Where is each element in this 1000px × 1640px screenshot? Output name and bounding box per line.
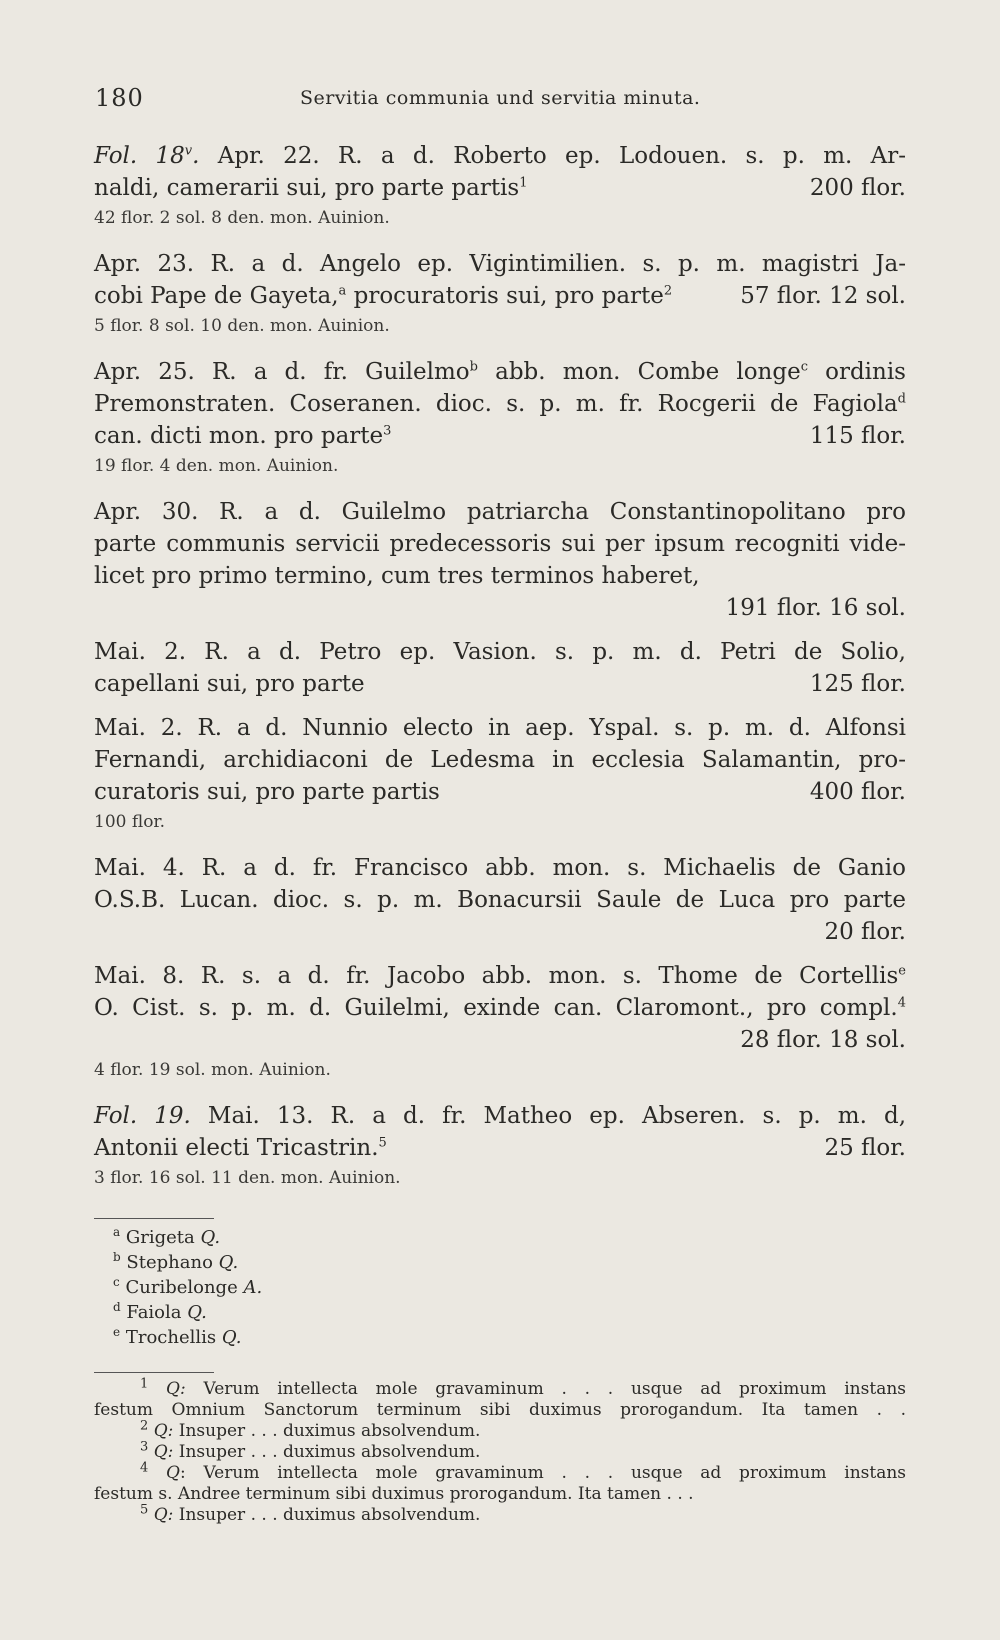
divider — [94, 1372, 214, 1373]
footnotes — [94, 1376, 907, 1526]
amount: 200 flor. — [809, 175, 906, 201]
text-line: Mai. 4. R. a d. fr. Francisco abb. mon. s. Michaelis de Ganio — [94, 855, 906, 881]
text-line: can. dicti mon. pro parte$^3$ 115 flor. — [94, 420, 906, 452]
payment-note: 100 flor. — [94, 812, 166, 832]
text-line: Apr. 23. R. a d. Angelo ep. Vigintimilien. s. p. m. magistri Ja- — [94, 251, 906, 277]
amount: 115 flor. — [809, 423, 906, 449]
page-number: 180 — [95, 84, 144, 112]
footnote-ref: 4 — [897, 995, 906, 1011]
amount: 28 flor. 18 sol. — [740, 1027, 906, 1053]
entry-mai-4 — [94, 852, 906, 948]
variant-item: $^a$ Grigeta Q. — [113, 1225, 221, 1248]
variant-ref: c — [800, 359, 808, 375]
text-line: licet pro primo termino, cum tres terminos haberet, — [94, 563, 700, 589]
variant-item: $^d$ Faiola Q. — [113, 1300, 207, 1323]
variant-apparatus — [113, 1225, 906, 1350]
amount: 125 flor. — [809, 671, 906, 697]
text-line: Mai. 2. R. a d. Nunnio electo in aep. Yspal. s. p. m. d. Alfonsi — [94, 715, 906, 741]
divider — [94, 1218, 214, 1219]
text-line: parte communis servicii predecessoris sui per ipsum recogniti vide- — [94, 531, 906, 557]
footnote-ref: 3 — [383, 423, 392, 439]
text-line: curatoris sui, pro parte partis 400 flor. — [94, 776, 906, 808]
footnote-5: $^5$ Q: Insuper . . . duximus absolvendum. — [140, 1502, 481, 1525]
text-line: Fol. 19. Mai. 13. R. a d. fr. Matheo ep. Abseren. s. p. m. d, — [94, 1103, 907, 1129]
entry-mai-2-a — [94, 636, 906, 700]
running-header — [95, 84, 905, 118]
footnote-ref: 2 — [663, 283, 673, 299]
variant-item: $^b$ Stephano Q. — [113, 1250, 239, 1273]
text-line: O.S.B. Lucan. dioc. s. p. m. Bonacursii Saule de Luca pro parte — [94, 887, 906, 913]
footnote-1: $^1$ Q: Verum intellecta mole gravaminum . . . usque ad proximum instans — [140, 1376, 906, 1399]
variant-ref: b — [469, 359, 478, 375]
amount: 25 flor. — [824, 1135, 906, 1161]
entry-apr-30 — [94, 496, 906, 624]
text-line: Apr. 30. R. a d. Guilelmo patriarcha Constantinopolitano pro — [94, 499, 906, 525]
entry-apr-23 — [94, 248, 906, 344]
text-line: Premonstraten. Coseranen. dioc. s. p. m. fr. Rocgerii de Fagiola$^d$ — [94, 391, 906, 417]
variant-item: $^e$ Trochellis Q. — [113, 1325, 242, 1348]
text-line: capellani sui, pro parte 125 flor. — [94, 668, 906, 700]
text-line: Apr. 25. R. a d. fr. Guilelmo$^b$ abb. mon. Combe longe$^c$ ordinis — [94, 359, 906, 385]
payment-note: 4 flor. 19 sol. mon. Auinion. — [94, 1060, 331, 1080]
footnote-ref: 5 — [378, 1135, 387, 1151]
variant-ref: a — [338, 283, 347, 299]
footnote-3: $^3$ Q: Insuper . . . duximus absolvendum. — [140, 1439, 481, 1462]
text-line: naldi, camerarii sui, pro parte partis$^1$ 200 flor. — [94, 172, 906, 204]
variant-ref: e — [898, 963, 906, 979]
main-text — [94, 140, 906, 1526]
entry-apr-25 — [94, 356, 906, 484]
entry-mai-8 — [94, 960, 906, 1088]
variant-item: $^c$ Curibelonge A. — [113, 1275, 263, 1298]
entry-mai-2-b — [94, 712, 906, 840]
variant-ref: d — [897, 391, 906, 407]
amount: 191 flor. 16 sol. — [725, 595, 906, 621]
payment-note: 42 flor. 2 sol. 8 den. mon. Auinion. — [94, 208, 390, 228]
footnote-2: $^2$ Q: Insuper . . . duximus absolvendum. — [140, 1418, 481, 1441]
text-line: cobi Pape de Gayeta,$^a$ procuratoris sui, pro parte$^2$ 57 flor. 12 sol. — [94, 280, 906, 312]
entry-apr-22 — [94, 140, 906, 236]
text-line: Antonii electi Tricastrin.$^5$ 25 flor. — [94, 1132, 906, 1164]
payment-note: 5 flor. 8 sol. 10 den. mon. Auinion. — [94, 316, 390, 336]
text-line: Fol. 18$^v$. Apr. 22. R. a d. Roberto ep. Lodouen. s. p. m. Ar- — [94, 143, 906, 169]
payment-note: 3 flor. 16 sol. 11 den. mon. Auinion. — [94, 1168, 401, 1188]
payment-note: 19 flor. 4 den. mon. Auinion. — [94, 456, 339, 476]
footnote-4: $^4$ Q: Verum intellecta mole gravaminum . . . usque ad proximum instans — [140, 1460, 907, 1483]
folio-ref: Fol. 18$^v$. — [94, 143, 200, 169]
folio-ref: Fol. 19. — [94, 1103, 191, 1129]
text-line: Fernandi, archidiaconi de Ledesma in ecclesia Salamantin, pro- — [94, 747, 906, 773]
footnote-ref: 1 — [519, 175, 528, 191]
text-line: Mai. 2. R. a d. Petro ep. Vasion. s. p. m. d. Petri de Solio, — [94, 639, 906, 665]
running-title: Servitia communia und servitia minuta. — [300, 87, 701, 109]
text-line: O. Cist. s. p. m. d. Guilelmi, exinde can. Claromont., pro compl.$^4$ — [94, 995, 906, 1021]
footnote-1-cont: festum Omnium Sanctorum terminum sibi duximus prorogandum. Ita tamen . . — [94, 1400, 906, 1420]
amount: 57 flor. 12 sol. — [740, 283, 906, 309]
amount: 400 flor. — [809, 779, 906, 805]
text-line: Mai. 8. R. s. a d. fr. Jacobo abb. mon. s. Thome de Cortellis$^e$ — [94, 963, 906, 989]
amount: 20 flor. — [824, 919, 906, 945]
entry-mai-13 — [94, 1100, 906, 1196]
footnote-4-cont: festum s. Andree terminum sibi duximus prorogandum. Ita tamen . . . — [94, 1484, 694, 1504]
